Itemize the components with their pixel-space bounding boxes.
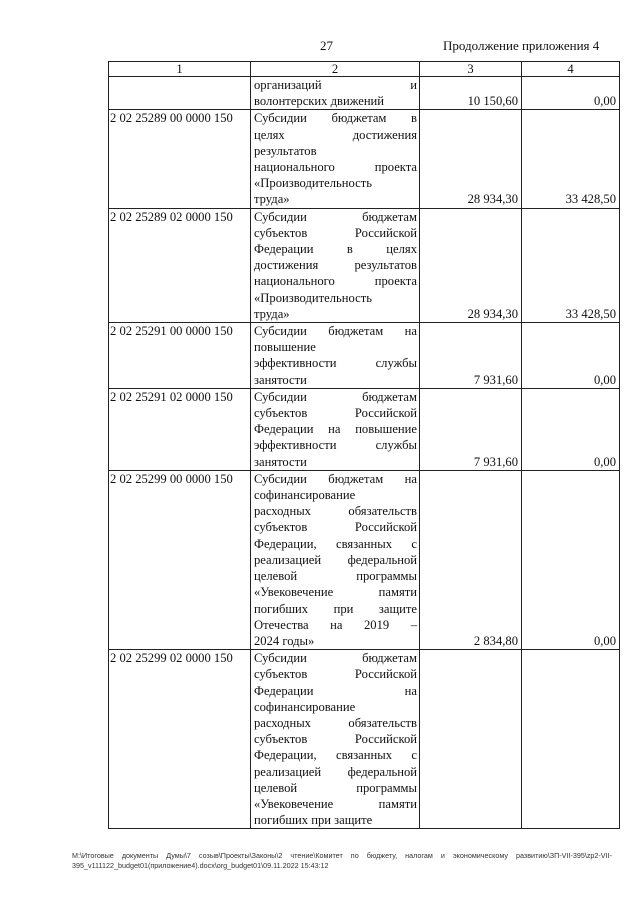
description-cell [251,388,420,470]
budget-code-cell: 2 02 25299 00 0000 150 [109,470,251,649]
description-line: погибших при защите [254,601,417,616]
amount-column-4: 0,00 [522,470,620,649]
column-number-4: 4 [522,62,620,77]
description-line: труда» [254,306,290,321]
description-line: Отечества на 2019 – [254,617,417,632]
description-cell [251,110,420,208]
description-line: результатов [254,143,317,158]
description-line: Субсидии бюджетам [254,651,417,666]
description-line: 2024 годы» [254,633,315,648]
column-number-2: 2 [251,62,420,77]
amount-column-3: 28 934,30 [420,110,522,208]
description-line: эффективности службы [254,356,417,371]
description-cell [251,650,420,829]
description-line: Субсидии бюджетам на [254,471,417,486]
description-line: погибших при защите [254,813,373,828]
amount-column-3: 7 931,60 [420,388,522,470]
description-line: софинансирование [254,699,356,714]
description-line: Субсидии бюджетам на [254,324,417,339]
page-number: 27 [320,38,333,53]
amount-column-4: 33 428,50 [522,110,620,208]
budget-code-cell [109,77,251,110]
description-line: достижения результатов [254,258,417,273]
description-line: Субсидии бюджетам [254,209,417,224]
budget-code-cell: 2 02 25291 00 0000 150 [109,323,251,389]
description-line: расходных обязательств [254,715,417,730]
description-line: субъектов Российской [254,406,417,421]
description-line: Федерации на повышение [254,422,417,437]
table-row [109,388,620,470]
budget-table [108,61,620,829]
amount-column-3: 28 934,30 [420,208,522,322]
column-number-row [109,62,620,77]
amount-column-4: 0,00 [522,388,620,470]
budget-code-cell: 2 02 25289 02 0000 150 [109,208,251,322]
table-row [109,470,620,649]
amount-column-3: 7 931,60 [420,323,522,389]
description-line: организаций и [254,78,417,92]
description-line: субъектов Российской [254,732,417,747]
description-line: волонтерских движений [254,94,385,109]
amount-column-3: 2 834,80 [420,470,522,649]
table-row [109,208,620,322]
budget-code-cell: 2 02 25299 02 0000 150 [109,650,251,829]
description-line: Субсидии бюджетам в [254,111,417,126]
description-line: занятости [254,454,307,469]
description-line: софинансирование [254,488,356,503]
amount-column-4: 0,00 [522,323,620,389]
description-line: эффективности службы [254,438,417,453]
amount-column-4: 33 428,50 [522,208,620,322]
footer-line-1: M:\Итоговые документы Думы\7 созыв\Проекты\Законы\2 чтение\Комитет по бюджету, налогам и экономическому развитию\ЗП-VII-395\zp2-VII- [72,851,612,860]
description-line: «Производительность [254,176,372,191]
amount-column-3 [420,650,522,829]
budget-code-cell: 2 02 25289 00 0000 150 [109,110,251,208]
description-cell [251,208,420,322]
description-line: субъектов Российской [254,225,417,240]
continuation-label: Продолжение приложения 4 [443,38,600,53]
description-line: занятости [254,372,307,387]
description-line: Федерации, связанных с [254,748,417,763]
description-line: Федерации в целях [254,242,417,257]
table-row [109,77,620,110]
description-line: целях достижения [254,127,417,142]
table-row [109,650,620,829]
description-line: Федерации, связанных с [254,536,417,551]
description-cell [251,77,420,110]
description-line: субъектов Российской [254,520,417,535]
description-line: «Увековечение памяти [254,796,417,811]
amount-column-4: 0,00 [522,77,620,110]
column-number-1: 1 [109,62,251,77]
description-line: реализацией федеральной [254,552,417,567]
description-line: субъектов Российской [254,667,417,682]
description-line: Субсидии бюджетам [254,389,417,404]
file-path-footer [72,851,612,871]
description-line: «Увековечение памяти [254,585,417,600]
description-line: целевой программы [254,569,417,584]
table-row [109,323,620,389]
footer-line-2: 395_v111122_budget01(приложение4).docx\org_budget01\09.11.2022 15:43:12 [72,861,329,870]
description-line: труда» [254,192,290,207]
description-line: Федерации на [254,683,417,698]
description-line: «Производительность [254,290,372,305]
description-line: целевой программы [254,780,417,795]
column-number-3: 3 [420,62,522,77]
amount-column-3: 10 150,60 [420,77,522,110]
description-line: реализацией федеральной [254,764,417,779]
budget-code-cell: 2 02 25291 02 0000 150 [109,388,251,470]
description-line: национального проекта [254,274,417,289]
description-cell [251,470,420,649]
table-row [109,110,620,208]
description-line: повышение [254,340,316,355]
description-line: национального проекта [254,160,417,175]
description-line: расходных обязательств [254,504,417,519]
description-cell [251,323,420,389]
amount-column-4 [522,650,620,829]
